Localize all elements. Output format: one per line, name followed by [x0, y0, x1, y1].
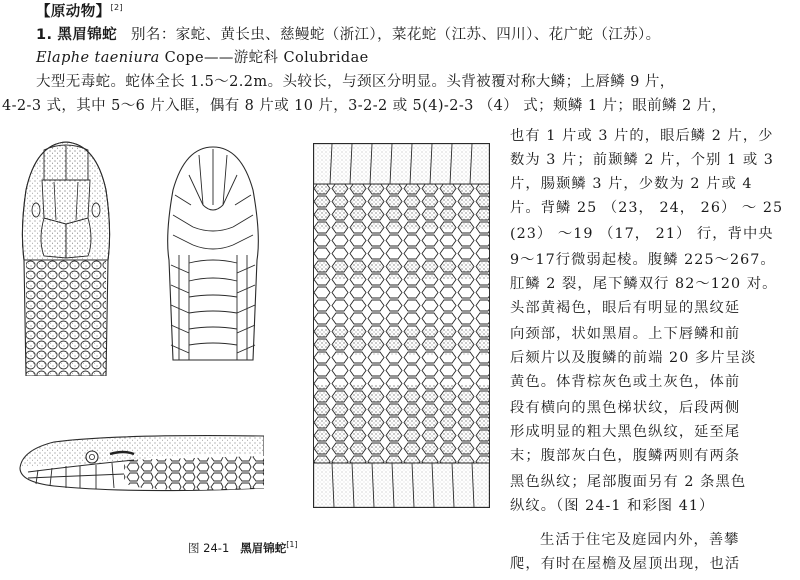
entry-number: 1.	[36, 27, 53, 43]
family-dash: ——	[203, 50, 234, 66]
snake-head-lateral-illustration	[14, 432, 264, 496]
column-line: 片。背鳞 25 （23， 24， 26） ～ 25	[510, 200, 784, 216]
column-line: 肛鳞 2 裂，尾下鳞双行 82～120 对。	[510, 276, 778, 292]
family-latin: Colubridae	[283, 50, 369, 66]
snake-head-dorsal-illustration	[14, 140, 118, 376]
column-line: 头部黄褐色，眼后有明显的黑纹延	[510, 300, 741, 316]
family-cn: 游蛇科	[233, 50, 279, 66]
figure-head-lateral	[14, 432, 264, 496]
latin-name: Elaphe taeniura	[36, 50, 160, 66]
column-line: 黑色纵纹；尾部腹面另有 2 条黑色	[510, 474, 747, 490]
section-heading-ref: [2]	[110, 3, 124, 13]
entry-title-line	[36, 25, 661, 45]
figure-body-scales	[313, 143, 490, 508]
body-line-1: 大型无毒蛇。蛇体全长 1.5～2.2m。头较长，与颈区分明显。头背被覆对称大鳞；上唇鳞 9 片，	[36, 74, 675, 90]
taxonomy-line	[36, 48, 369, 68]
section-heading-text: 【原动物】	[36, 4, 111, 20]
figure-caption	[188, 540, 298, 556]
column-line: 后颏片以及腹鳞的前端 20 多片呈淡	[510, 350, 757, 366]
column-line: 形成明显的粗大黑色纵纹，延至尾	[510, 424, 741, 440]
section-heading	[36, 2, 123, 22]
figure-ref: [1]	[286, 540, 298, 550]
habitat-line: 爬，有时在屋檐及屋顶出现，也活	[510, 556, 741, 572]
authority: Cope	[164, 50, 204, 66]
body-line-2: 4-2-3 式，其中 5～6 片入眶，偶有 8 片或 10 片，3-2-2 或 5(4)-2-3 （4） 式；颊鳞 1 片；眼前鳞 2 片，	[2, 98, 727, 114]
column-line: 片，腸颞鳞 3 片，少数为 2 片或 4	[510, 176, 753, 192]
column-line: 黄色。体背棕灰色或土灰色，体前	[510, 374, 741, 390]
snake-head-ventral-illustration	[163, 145, 263, 361]
figure-head-dorsal	[14, 140, 118, 376]
entry-aliases: 别名：家蛇、黄长虫、慈鳗蛇（浙江），菜花蛇（江苏、四川）、花广蛇（江苏）。	[131, 27, 661, 43]
habitat-line: 生活于住宅及庭园内外，善攀	[540, 532, 740, 548]
column-line: (23） ～19 （17， 21） 行，背中央	[510, 226, 774, 242]
entry-name: 黑眉锦蛇	[57, 27, 118, 43]
column-line: 数为 3 片；前颞鳞 2 片，个别 1 或 3	[510, 152, 774, 168]
column-line: 纵纹。（图 24-1 和彩图 41）	[510, 498, 715, 514]
figure-title: 黑眉锦蛇	[240, 541, 287, 555]
snake-body-scale-illustration	[313, 143, 490, 508]
column-line: 也有 1 片或 3 片的，眼后鳞 2 片，少	[510, 128, 774, 144]
figure-head-ventral	[163, 145, 263, 361]
column-line: 向颈部，状如黑眉。上下唇鳞和前	[510, 326, 741, 342]
column-line: 末；腹部灰白色，腹鳞两则有两条	[510, 448, 741, 464]
figure-label: 图 24-1	[188, 541, 230, 555]
column-line: 段有横向的黑色梯状纹，后段两侧	[510, 400, 741, 416]
column-line: 9～17行微弱起棱。腹鳞 225～267。	[510, 252, 776, 268]
